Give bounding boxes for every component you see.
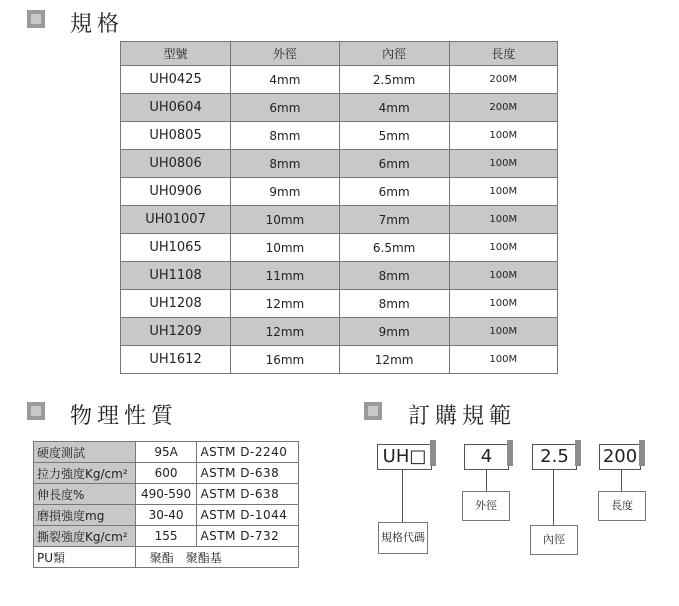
properties-cell-standard: ASTM D-732 [197, 526, 299, 547]
spec-header-length: 長度 [449, 42, 558, 66]
spec-cell-length: 100M [449, 262, 558, 290]
spec-cell-length: 100M [449, 290, 558, 318]
order-code-box-model: UH□ [377, 444, 432, 470]
order-section-title: 訂購規範 [408, 404, 517, 429]
order-code-box-outer: 4 [464, 444, 509, 470]
spec-cell-outer-diameter: 4mm [231, 66, 340, 94]
properties-cell-standard: ASTM D-638 [197, 463, 299, 484]
spec-cell-outer-diameter: 10mm [231, 206, 340, 234]
spec-cell-length: 100M [449, 150, 558, 178]
table-row [121, 206, 558, 234]
spec-cell-length: 100M [449, 234, 558, 262]
spec-cell-inner-diameter: 4mm [339, 94, 449, 122]
table-row [121, 150, 558, 178]
order-label-length: 長度 [598, 491, 646, 521]
spec-header-inner-diameter: 內徑 [339, 42, 449, 66]
spec-cell-inner-diameter: 9mm [339, 318, 449, 346]
spec-cell-model: UH0906 [121, 178, 231, 206]
properties-cell-value: 490-590 [135, 484, 197, 505]
spec-cell-outer-diameter: 11mm [231, 262, 340, 290]
spec-cell-model: UH0604 [121, 94, 231, 122]
properties-cell-value: 155 [135, 526, 197, 547]
spec-cell-inner-diameter: 7mm [339, 206, 449, 234]
spec-cell-inner-diameter: 5mm [339, 122, 449, 150]
spec-cell-length: 100M [449, 178, 558, 206]
spec-cell-model: UH1612 [121, 346, 231, 374]
properties-cell-value: 600 [135, 463, 197, 484]
table-row [121, 66, 558, 94]
spec-cell-length: 100M [449, 346, 558, 374]
spec-cell-model: UH1209 [121, 318, 231, 346]
spec-cell-model: UH0806 [121, 150, 231, 178]
table-row [121, 178, 558, 206]
spec-cell-length: 100M [449, 318, 558, 346]
spec-cell-model: UH0425 [121, 66, 231, 94]
props-section-icon [27, 402, 45, 420]
properties-cell-value: 30-40 [135, 505, 197, 526]
connector-length [621, 469, 622, 491]
table-row [121, 318, 558, 346]
spec-section-title: 規格 [70, 12, 125, 37]
properties-pu-value: 聚酯 聚酯基 [135, 547, 298, 568]
spec-table-body [121, 66, 558, 374]
spec-cell-inner-diameter: 6mm [339, 150, 449, 178]
order-label-model: 規格代碼 [378, 522, 428, 554]
props-section-title: 物理性質 [70, 404, 179, 429]
spec-cell-outer-diameter: 8mm [231, 122, 340, 150]
properties-cell-standard: ASTM D-2240 [197, 442, 299, 463]
spec-cell-inner-diameter: 12mm [339, 346, 449, 374]
order-label-inner: 內徑 [530, 525, 578, 555]
table-row [121, 262, 558, 290]
table-row [34, 442, 299, 463]
spec-cell-outer-diameter: 10mm [231, 234, 340, 262]
properties-cell-property: 拉力強度Kg/cm² [34, 463, 136, 484]
spec-cell-model: UH1208 [121, 290, 231, 318]
table-row [34, 526, 299, 547]
spec-cell-length: 100M [449, 206, 558, 234]
order-code-box-inner: 2.5 [532, 444, 577, 470]
connector-inner [553, 469, 554, 525]
spec-cell-inner-diameter: 6.5mm [339, 234, 449, 262]
spec-cell-model: UH01007 [121, 206, 231, 234]
properties-cell-property: 伸長度% [34, 484, 136, 505]
spec-cell-length: 100M [449, 122, 558, 150]
properties-cell-property: 硬度測試 [34, 442, 136, 463]
spec-cell-outer-diameter: 9mm [231, 178, 340, 206]
spec-cell-inner-diameter: 6mm [339, 178, 449, 206]
spec-section-icon [27, 10, 45, 28]
properties-cell-property: 撕裂強度Kg/cm² [34, 526, 136, 547]
table-row [34, 463, 299, 484]
spec-cell-length: 200M [449, 66, 558, 94]
properties-last-row [34, 547, 299, 568]
spec-table-header-row [121, 42, 558, 66]
spec-header-outer-diameter: 外徑 [231, 42, 340, 66]
spec-cell-length: 200M [449, 94, 558, 122]
table-row [121, 94, 558, 122]
spec-cell-outer-diameter: 12mm [231, 290, 340, 318]
table-row [34, 484, 299, 505]
properties-cell-value: 95A [135, 442, 197, 463]
spec-cell-inner-diameter: 2.5mm [339, 66, 449, 94]
properties-pu-label: PU類 [34, 547, 136, 568]
connector-outer [486, 469, 487, 491]
connector-model [402, 469, 403, 522]
properties-table [33, 441, 299, 568]
spec-cell-outer-diameter: 12mm [231, 318, 340, 346]
table-row [121, 234, 558, 262]
table-row [121, 122, 558, 150]
properties-table-body [34, 442, 299, 547]
spec-cell-model: UH1108 [121, 262, 231, 290]
spec-cell-inner-diameter: 8mm [339, 262, 449, 290]
table-row [121, 290, 558, 318]
spec-cell-inner-diameter: 8mm [339, 290, 449, 318]
order-code-box-length: 200 [599, 444, 641, 470]
table-row [34, 505, 299, 526]
spec-header-model: 型號 [121, 42, 231, 66]
table-row [121, 346, 558, 374]
order-section-icon [364, 402, 382, 420]
spec-cell-outer-diameter: 16mm [231, 346, 340, 374]
spec-cell-model: UH1065 [121, 234, 231, 262]
properties-cell-standard: ASTM D-1044 [197, 505, 299, 526]
spec-table [120, 41, 558, 374]
order-label-outer: 外徑 [462, 491, 510, 521]
spec-cell-model: UH0805 [121, 122, 231, 150]
properties-cell-standard: ASTM D-638 [197, 484, 299, 505]
properties-cell-property: 磨損強度mg [34, 505, 136, 526]
spec-cell-outer-diameter: 8mm [231, 150, 340, 178]
spec-cell-outer-diameter: 6mm [231, 94, 340, 122]
